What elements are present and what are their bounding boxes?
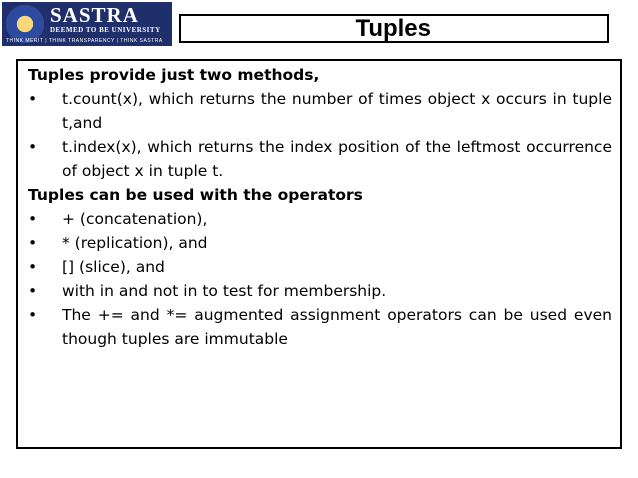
operator-text: with in and not in to test for membership. bbox=[62, 282, 387, 300]
slide-title: Tuples bbox=[355, 14, 431, 42]
slide-title-box bbox=[179, 14, 609, 43]
logo-tagline: THINK MERIT | THINK TRANSPARENCY | THINK SASTRA bbox=[6, 38, 163, 44]
operator-text: + (concatenation), bbox=[62, 210, 208, 228]
bullet-icon: • bbox=[28, 138, 38, 156]
list-item bbox=[28, 231, 612, 255]
list-item bbox=[28, 255, 612, 279]
bullet-icon: • bbox=[28, 234, 38, 252]
slide-content bbox=[16, 59, 622, 449]
logo-subtitle: DEEMED TO BE UNIVERSITY bbox=[50, 26, 161, 34]
methods-heading: Tuples provide just two methods, bbox=[28, 66, 320, 84]
list-item bbox=[28, 135, 612, 183]
list-item bbox=[28, 207, 612, 231]
operator-text: The += and *= augmented assignment operators can be used even though tuples are immutable bbox=[62, 306, 612, 348]
bullet-icon: • bbox=[28, 210, 38, 228]
sastra-logo bbox=[2, 2, 172, 46]
list-item bbox=[28, 303, 612, 351]
bullet-icon: • bbox=[28, 90, 38, 108]
operator-text: [] (slice), and bbox=[62, 258, 165, 276]
bullet-icon: • bbox=[28, 282, 38, 300]
operators-heading: Tuples can be used with the operators bbox=[28, 186, 363, 204]
list-item bbox=[28, 279, 612, 303]
logo-name: SASTRA bbox=[50, 3, 139, 27]
list-item bbox=[28, 87, 612, 135]
method-count-text: t.count(x), which returns the number of times object x occurs in tuple t,and bbox=[62, 90, 612, 132]
bullet-icon: • bbox=[28, 258, 38, 276]
method-index-text: t.index(x), which returns the index position of the leftmost occurrence of object x in tuple t. bbox=[62, 138, 612, 180]
operator-text: * (replication), and bbox=[62, 234, 208, 252]
bullet-icon: • bbox=[28, 306, 38, 324]
